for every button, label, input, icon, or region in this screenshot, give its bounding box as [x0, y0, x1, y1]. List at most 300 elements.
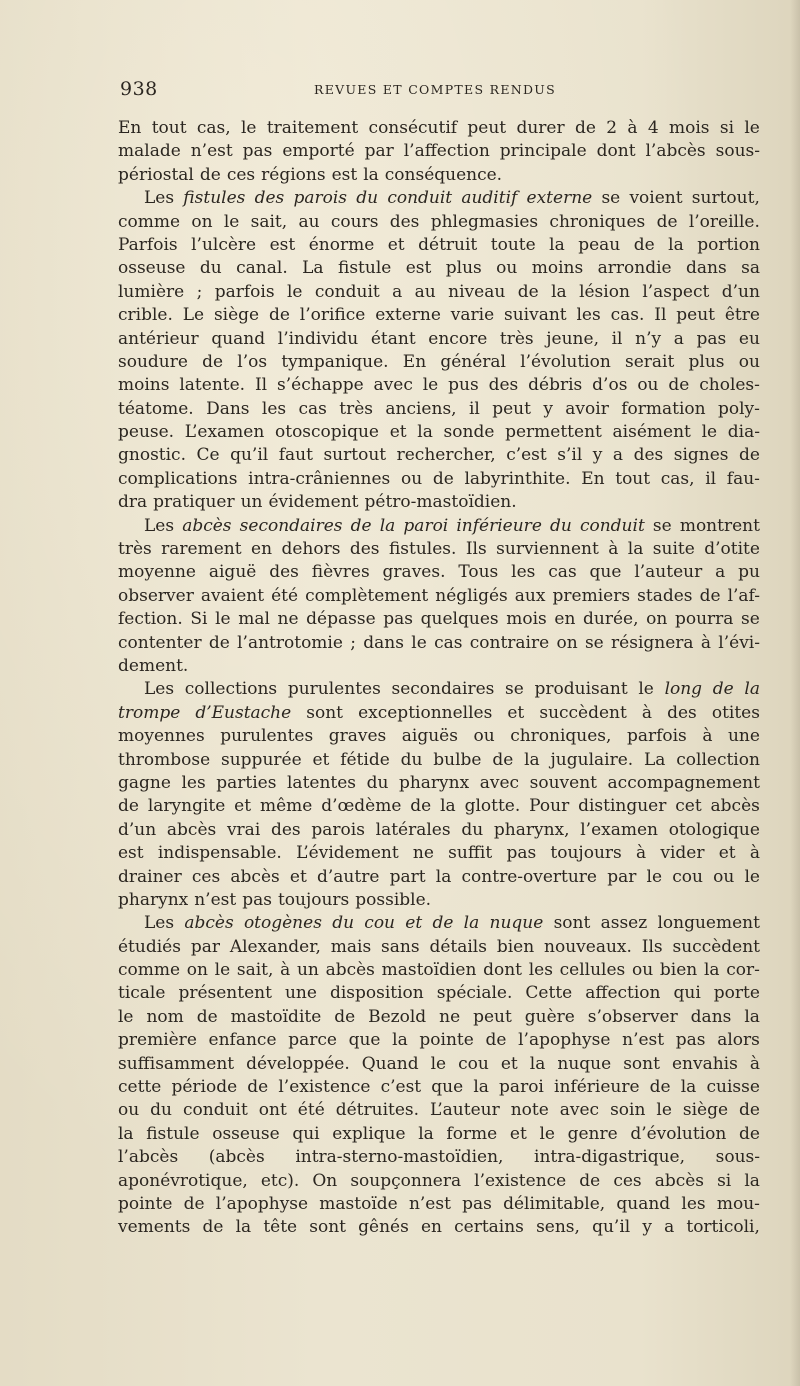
- word: Alexander,: [229, 936, 321, 957]
- word: lésion: [579, 281, 630, 302]
- word: du: [550, 515, 572, 536]
- word: négligés: [435, 585, 508, 606]
- word: quelques: [420, 609, 499, 630]
- word: comme: [118, 211, 181, 232]
- word: résignera: [611, 632, 694, 653]
- word: fau-: [726, 468, 760, 489]
- word: toujours: [277, 889, 350, 910]
- word: crible.: [118, 305, 173, 326]
- word: la: [744, 679, 760, 700]
- word: a: [673, 328, 684, 349]
- word: Cette: [525, 983, 573, 1004]
- word: été: [271, 585, 299, 606]
- text-line: [118, 795, 760, 818]
- word: L’évidement: [296, 843, 399, 864]
- word: jugulaire.: [550, 749, 634, 770]
- word: l’existence: [278, 1077, 371, 1098]
- word: du: [366, 772, 389, 793]
- word: général: [440, 351, 506, 372]
- word: Les: [144, 679, 175, 700]
- word: le: [744, 866, 760, 887]
- word: si: [717, 1170, 732, 1191]
- word: on: [646, 609, 668, 630]
- word: antérieur: [118, 328, 199, 349]
- word: complètement: [305, 585, 429, 606]
- word: qui: [673, 983, 701, 1004]
- word: à: [749, 843, 760, 864]
- word: conséquence.: [384, 164, 503, 185]
- word: dia-: [727, 422, 760, 443]
- word: conduit: [387, 188, 453, 209]
- word: possible.: [355, 889, 432, 910]
- word: débris: [528, 375, 583, 396]
- word: parfois: [626, 726, 687, 747]
- word: rechercher,: [396, 445, 496, 466]
- word: Les: [144, 913, 175, 934]
- word: fistule: [146, 1123, 200, 1144]
- word: a: [664, 1217, 675, 1238]
- word: présentent: [178, 983, 272, 1004]
- word: même: [259, 796, 313, 817]
- word: l’oreille.: [688, 211, 760, 232]
- word: d’œdème: [321, 796, 402, 817]
- word: que: [589, 562, 622, 583]
- word: toujours: [550, 843, 622, 864]
- word: sait,: [250, 211, 288, 232]
- word: pus: [448, 375, 479, 396]
- word: la: [440, 796, 456, 817]
- word: phlegmasies: [430, 211, 539, 232]
- word: sont: [306, 702, 344, 723]
- word: période: [171, 1077, 238, 1098]
- word: conduit: [314, 281, 380, 302]
- word: il: [611, 328, 623, 349]
- word: dement.: [118, 655, 189, 676]
- word: produisant: [534, 679, 628, 700]
- word: mal: [238, 609, 270, 630]
- word: intra-digastrique,: [534, 1147, 686, 1168]
- word: première: [118, 1030, 197, 1051]
- text-line: [118, 632, 760, 655]
- word: pharynx,: [493, 819, 570, 840]
- word: Le: [182, 305, 205, 326]
- word: les: [528, 960, 553, 981]
- word: traitement: [266, 118, 359, 138]
- word: de: [633, 234, 655, 255]
- word: l’orifice: [299, 305, 366, 326]
- word: sont: [553, 913, 591, 934]
- word: L’auteur: [430, 1100, 500, 1121]
- word: anciens,: [385, 398, 457, 419]
- word: pas: [383, 609, 414, 630]
- word: la: [744, 1006, 760, 1027]
- word: de: [350, 515, 372, 536]
- word: La: [644, 749, 666, 770]
- word: surviennent: [496, 539, 599, 560]
- word: le: [646, 866, 663, 887]
- word: ou: [496, 258, 518, 279]
- word: ou: [738, 351, 760, 372]
- word: aiguë: [208, 562, 257, 583]
- word: trompe: [118, 702, 181, 723]
- word: du: [461, 819, 484, 840]
- word: cou: [672, 866, 703, 887]
- word: cas.: [610, 305, 645, 326]
- word: intra-crâniennes: [248, 468, 391, 489]
- word: l’os: [237, 351, 268, 372]
- word: tout: [615, 468, 651, 489]
- text-line: [118, 1123, 760, 1146]
- word: est: [269, 234, 296, 255]
- word: se: [652, 515, 672, 536]
- word: le: [118, 1006, 134, 1027]
- word: ne: [439, 1006, 461, 1027]
- text-line: [118, 889, 760, 912]
- word: long: [664, 679, 703, 700]
- word: pas: [462, 1193, 492, 1214]
- word: pharynx: [398, 772, 470, 793]
- word: torticoli,: [686, 1217, 760, 1238]
- text-line: [118, 421, 760, 444]
- word: abcès: [184, 913, 234, 934]
- word: portion: [697, 234, 760, 255]
- word: aisément: [612, 422, 691, 443]
- word: cor-: [726, 960, 760, 981]
- word: Bezold: [368, 1006, 427, 1027]
- word: à: [635, 843, 647, 864]
- word: y: [543, 398, 553, 419]
- word: l’ulcère: [191, 234, 257, 255]
- word: dépasse: [306, 609, 376, 630]
- word: la: [435, 866, 452, 887]
- word: collections: [184, 679, 278, 700]
- word: avec: [479, 772, 520, 793]
- word: dra: [118, 492, 148, 513]
- word: l’af-: [727, 585, 760, 606]
- word: malade: [118, 141, 181, 162]
- word: de: [432, 913, 454, 934]
- word: étant: [370, 328, 416, 349]
- word: pas: [506, 843, 537, 864]
- word: peut: [473, 1006, 512, 1027]
- text-line: [118, 374, 760, 397]
- word: note: [510, 1100, 549, 1121]
- word: de: [485, 1030, 507, 1051]
- word: suppurée: [221, 749, 302, 770]
- word: l’individu: [277, 328, 359, 349]
- word: faut: [278, 445, 313, 466]
- word: des: [667, 702, 697, 723]
- word: les: [511, 562, 536, 583]
- word: et: [507, 702, 525, 723]
- word: otogènes: [243, 913, 322, 934]
- word: nouveaux.: [544, 936, 632, 957]
- word: observer: [118, 585, 194, 606]
- word: de: [738, 1123, 760, 1144]
- word: siège: [682, 1100, 729, 1121]
- word: suite: [652, 539, 695, 560]
- word: mastoïde: [319, 1193, 398, 1214]
- text-line: [118, 702, 760, 725]
- text-line: [118, 1193, 760, 1216]
- word: est: [118, 843, 144, 864]
- word: le: [539, 1123, 555, 1144]
- word: conduit: [579, 515, 645, 536]
- word: ou: [632, 960, 654, 981]
- word: poly-: [717, 398, 760, 419]
- word: vrai: [226, 819, 261, 840]
- page-number: 938: [120, 78, 158, 100]
- word: n’est: [408, 1193, 451, 1214]
- word: bien: [659, 960, 698, 981]
- word: tête: [263, 1217, 298, 1238]
- word: détruites.: [335, 1100, 420, 1121]
- running-head: REVUES ET COMPTES RENDUS: [314, 82, 557, 97]
- text-line: [118, 772, 760, 795]
- word: pas: [696, 328, 727, 349]
- word: Quand: [361, 1053, 419, 1074]
- text-line: [118, 1076, 760, 1099]
- word: est: [331, 164, 358, 185]
- word: fistules: [183, 188, 246, 209]
- word: Dans: [206, 398, 250, 419]
- word: de: [517, 281, 539, 302]
- word: contre-overture: [461, 866, 597, 887]
- word: niveau: [448, 281, 506, 302]
- word: inférieure: [554, 1077, 640, 1098]
- word: parce: [288, 1030, 337, 1051]
- text-line: [118, 866, 760, 889]
- word: latentes: [287, 772, 357, 793]
- word: Parfois: [118, 234, 178, 255]
- word: ou: [637, 375, 659, 396]
- word: graves.: [382, 562, 446, 583]
- word: le: [422, 375, 439, 396]
- word: le: [744, 118, 760, 138]
- word: ;: [350, 632, 356, 653]
- word: laryngite: [147, 796, 226, 817]
- word: parfois: [214, 281, 275, 302]
- text-line: [118, 211, 760, 234]
- word: de: [208, 632, 230, 653]
- word: et: [289, 866, 307, 887]
- word: le: [701, 422, 718, 443]
- word: des: [269, 562, 299, 583]
- word: succèdent: [539, 702, 627, 723]
- word: ou: [713, 866, 735, 887]
- word: et: [234, 796, 252, 817]
- word: complications: [118, 468, 238, 489]
- word: sans: [381, 936, 420, 957]
- text-line: [118, 912, 760, 935]
- word: soupçonnera: [350, 1170, 462, 1191]
- text-line: [118, 164, 760, 187]
- word: otites: [711, 702, 760, 723]
- word: principale: [499, 141, 587, 162]
- word: abcès: [166, 819, 217, 840]
- word: la: [417, 422, 433, 443]
- text-line: [118, 585, 760, 608]
- word: pu: [738, 562, 760, 583]
- text-line: [118, 538, 760, 561]
- word: s’il: [557, 445, 583, 466]
- word: des: [488, 375, 519, 396]
- word: Il: [254, 375, 268, 396]
- word: contenter: [118, 632, 202, 653]
- word: le: [223, 211, 240, 232]
- word: moins: [118, 375, 170, 396]
- text-line: [118, 117, 760, 140]
- word: permettent: [505, 422, 602, 443]
- word: siège: [213, 305, 260, 326]
- word: la: [524, 749, 540, 770]
- word: de: [699, 585, 721, 606]
- word: cellules: [559, 960, 626, 981]
- word: du: [332, 913, 355, 934]
- word: paroi: [499, 1077, 544, 1098]
- word: mais: [330, 936, 372, 957]
- word: genre: [567, 1123, 618, 1144]
- word: la: [392, 1030, 408, 1051]
- word: secondaires: [391, 679, 495, 700]
- word: évidement: [268, 492, 359, 513]
- word: été: [297, 1100, 325, 1121]
- word: osseuse: [118, 258, 186, 279]
- word: ticale: [118, 983, 166, 1004]
- word: labyrinthite.: [464, 468, 571, 489]
- word: n’est: [190, 141, 233, 162]
- word: la: [473, 1077, 489, 1098]
- word: avec: [373, 375, 413, 396]
- word: les: [261, 398, 287, 419]
- word: y: [592, 445, 603, 466]
- word: vements: [118, 1217, 191, 1238]
- word: voient: [629, 188, 683, 209]
- word: d’évolution: [630, 1123, 727, 1144]
- text-line: [118, 608, 760, 631]
- word: un: [240, 492, 263, 513]
- word: de: [668, 375, 690, 396]
- word: sens,: [536, 1217, 580, 1238]
- word: mastoïdite: [230, 1006, 322, 1027]
- word: mois: [506, 609, 547, 630]
- text-line: [118, 351, 760, 374]
- word: téatome.: [118, 398, 194, 419]
- text-line: [118, 281, 760, 304]
- word: du: [199, 258, 222, 279]
- text-line: [118, 678, 760, 701]
- word: mou-: [716, 1193, 760, 1214]
- word: le: [430, 1053, 447, 1074]
- word: que: [348, 1030, 381, 1051]
- word: pointe: [118, 1193, 173, 1214]
- word: la: [703, 960, 720, 981]
- word: lumière: [118, 281, 185, 302]
- word: étudiés: [118, 936, 181, 957]
- word: indispensable.: [157, 843, 282, 864]
- word: gnostic.: [118, 445, 186, 466]
- word: abcès: [710, 796, 760, 817]
- word: peuse.: [118, 422, 175, 443]
- word: très: [118, 539, 152, 560]
- word: le: [411, 632, 427, 653]
- word: thrombose: [118, 749, 211, 770]
- word: ces: [613, 1170, 642, 1191]
- word: ou: [400, 468, 423, 489]
- word: très: [339, 398, 374, 419]
- word: osseuse: [212, 1123, 280, 1144]
- word: ne: [412, 843, 434, 864]
- word: un: [296, 960, 319, 981]
- text-line: [118, 982, 760, 1005]
- word: une: [284, 983, 317, 1004]
- word: des: [254, 188, 285, 209]
- word: par: [190, 936, 220, 957]
- text-line: [118, 398, 760, 421]
- word: de: [574, 118, 596, 138]
- word: cas,: [660, 468, 695, 489]
- word: Ils: [465, 539, 487, 560]
- word: comme: [118, 960, 181, 981]
- word: par: [364, 141, 394, 162]
- word: glotte.: [464, 796, 521, 817]
- word: L’examen: [184, 422, 265, 443]
- word: l’examen: [580, 819, 658, 840]
- word: stades: [637, 585, 693, 606]
- word: sous-: [715, 141, 760, 162]
- word: détruit: [418, 234, 478, 255]
- text-line: [118, 515, 760, 538]
- word: à: [608, 539, 619, 560]
- word: On: [312, 1170, 338, 1191]
- word: latérales: [375, 819, 451, 840]
- word: le: [638, 679, 654, 700]
- text-line: [118, 959, 760, 982]
- word: d’autre: [317, 866, 380, 887]
- word: fection.: [118, 609, 183, 630]
- word: eu: [738, 328, 760, 349]
- word: il: [468, 398, 480, 419]
- word: tout: [151, 118, 187, 138]
- word: et: [718, 843, 736, 864]
- word: externe: [526, 188, 593, 209]
- word: Ce: [196, 445, 220, 466]
- word: premiers: [552, 585, 631, 606]
- word: délimitable,: [503, 1193, 606, 1214]
- word: la: [744, 1170, 760, 1191]
- word: otoscopique: [275, 422, 379, 443]
- word: de: [712, 679, 734, 700]
- text-line: [118, 655, 760, 678]
- word: à: [700, 632, 711, 653]
- word: surtout: [323, 445, 387, 466]
- word: être: [724, 305, 760, 326]
- page-edge-shadow: [790, 0, 800, 1386]
- word: peut: [492, 398, 531, 419]
- word: de: [118, 796, 139, 817]
- word: emporté: [282, 141, 355, 162]
- word: cou: [458, 1053, 489, 1074]
- word: de: [432, 468, 454, 489]
- word: dans: [363, 632, 404, 653]
- word: cas: [434, 632, 463, 653]
- word: La: [302, 258, 324, 279]
- word: fièvres: [311, 562, 370, 583]
- text-line: [118, 1146, 760, 1169]
- word: et: [389, 422, 407, 443]
- word: d’otite: [704, 539, 760, 560]
- word: de: [202, 351, 224, 372]
